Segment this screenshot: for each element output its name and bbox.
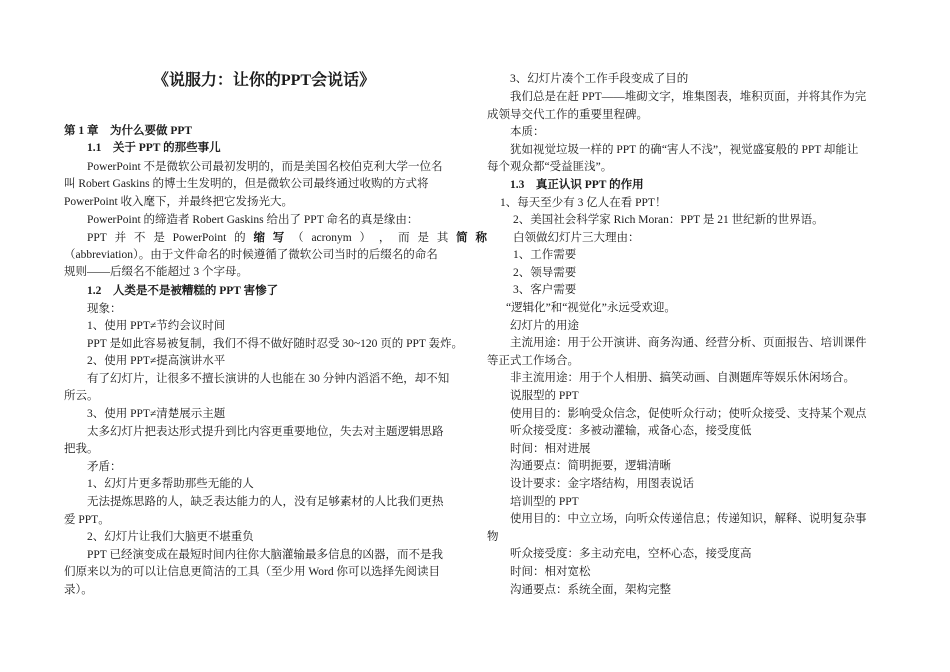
paragraph-line: （abbreviation）。由于文件命名的时候遵循了微软公司当时的后缀名的命名 [64, 249, 438, 261]
paragraph-line: 爱 PPT。 [64, 514, 110, 526]
paragraph-line: PowerPoint 不是微软公司最初发明的，而是美国名校伯克利大学一位名 [87, 161, 443, 173]
paragraph-line: 时间：相对宽松 [510, 566, 591, 578]
document-title: 《说服力：让你的PPT会说话》 [152, 72, 376, 89]
section-heading: 1.3 真正认识 PPT 的作用 [510, 179, 644, 191]
word: ， [378, 232, 391, 244]
word: ） [359, 232, 372, 244]
word: 是 [153, 232, 165, 244]
paragraph-line: 矛盾： [87, 461, 122, 473]
word: （ [292, 232, 304, 244]
paragraph-line: 所云。 [64, 390, 99, 402]
paragraph-line: 叫 Robert Gaskins 的博士生发明的，但是微软公司最终通过收购的方式将 [64, 178, 429, 190]
word: 并 [114, 232, 127, 244]
paragraph-line: 3、幻灯片凑个工作手段变成了目的 [510, 73, 689, 85]
paragraph-line: “逻辑化”和“视觉化”永远受欢迎。 [506, 302, 676, 314]
paragraph-line: 无法提炼思路的人，缺乏表达能力的人，没有足够素材的人比我们更热 [87, 496, 444, 508]
paragraph-line: 犹如视觉垃圾一样的 PPT 的确“害人不浅”，视觉盛宴般的 PPT 却能让 [510, 144, 859, 156]
paragraph-line-justified [64, 230, 487, 247]
word: 是 [417, 232, 429, 244]
paragraph-line: 成领导交代工作的重要里程碑。 [487, 109, 648, 121]
paragraph-line: 规则——后缀名不能超过 3 个字母。 [64, 266, 248, 278]
list-item: 1、工作需要 [513, 249, 577, 261]
paragraph-line: 2、使用 PPT≠提高演讲水平 [87, 355, 226, 367]
paragraph-line: 本质： [510, 126, 545, 138]
word: acronym [311, 232, 352, 244]
paragraph-line: 幻灯片的用途 [510, 320, 579, 332]
word: 而 [398, 232, 410, 244]
paragraph-line: 沟通要点：系统全面，架构完整 [510, 584, 671, 596]
word: 其 [436, 232, 449, 244]
paragraph-line: 说服型的 PPT [510, 390, 579, 402]
paragraph-line: 时间：相对进展 [510, 443, 591, 455]
paragraph-line: PowerPoint 收入麾下，并最终把它发扬光大。 [64, 196, 294, 208]
paragraph-line: 听众接受度：多主动充电，空杯心态，接受度高 [510, 548, 752, 560]
section-heading: 1.1 关于 PPT 的那些事儿 [87, 142, 221, 154]
paragraph-line: 太多幻灯片把表达形式提升到比内容更重要地位，失去对主题逻辑思路 [87, 426, 444, 438]
paragraph-line: 非主流用途：用于个人相册、搞笑动画、自测题库等娱乐休闲场合。 [510, 372, 855, 384]
list-item: 3、客户需要 [513, 284, 577, 296]
word: 称 [475, 232, 487, 244]
paragraph-line: 物 [487, 531, 499, 543]
paragraph-line: 沟通要点：简明扼要，逻辑清晰 [510, 460, 671, 472]
word: 简 [456, 232, 468, 244]
paragraph-line: 主流用途：用于公开演讲、商务沟通、经营分析、页面报告、培训课件 [510, 337, 867, 349]
word: PowerPoint [172, 232, 227, 244]
paragraph-line: 录）。 [64, 584, 93, 596]
paragraph-line: 使用目的：中立立场，向听众传递信息；传递知识，解释、说明复杂事 [510, 513, 867, 525]
word: PPT [87, 232, 107, 244]
paragraph-line: 2、幻灯片让我们大脑更不堪重负 [87, 531, 254, 543]
paragraph-line: 有了幻灯片，让很多不擅长演讲的人也能在 30 分钟内滔滔不绝，却不知 [87, 373, 450, 385]
paragraph-line: PPT 已经演变成在最短时间内往你大脑灌输最多信息的凶器，而不是我 [87, 549, 443, 561]
paragraph-line: PowerPoint 的缔造者 Robert Gaskins 给出了 PPT 命名的真是缘由： [87, 214, 419, 226]
paragraph-line: 们原来以为的可以让信息更简洁的工具（至少用 Word 你可以选择先阅读目 [64, 566, 441, 578]
paragraph-line: 我们总是在赶 PPT——堆砌文字，堆集图表，堆积页面，并将其作为完 [510, 91, 867, 103]
paragraph-line: 现象： [87, 303, 122, 315]
paragraph-line: 白领做幻灯片三大理由： [513, 232, 640, 244]
paragraph-line: PPT 是如此容易被复制，我们不得不做好随时忍受 30~120 页的 PPT 轰炸。 [87, 338, 464, 350]
paragraph-line: 每个观众都“受益匪浅”。 [487, 161, 613, 173]
word: 不 [133, 232, 146, 244]
paragraph-line: 把我。 [64, 443, 99, 455]
paragraph-line: 1、每天至少有 3 亿人在看 PPT！ [500, 197, 667, 209]
paragraph-line: 设计要求：金字塔结构，用图表说话 [510, 478, 694, 490]
paragraph-line: 使用目的：影响受众信念，促使听众行动；使听众接受、支持某个观点 [510, 408, 867, 420]
paragraph-line: 培训型的 PPT [510, 496, 579, 508]
paragraph-line: 听众接受度：多被动灌输，戒备心态，接受度低 [510, 425, 752, 437]
paragraph-line: 3、使用 PPT≠清楚展示主题 [87, 408, 226, 420]
paragraph-line: 1、幻灯片更多帮助那些无能的人 [87, 478, 254, 490]
paragraph-line: 1、使用 PPT≠节约会议时间 [87, 320, 226, 332]
paragraph-line: 2、美国社会科学家 Rich Moran：PPT 是 21 世纪新的世界语。 [513, 214, 824, 226]
chapter-heading: 第 1 章 为什么要做 PPT [64, 125, 193, 137]
word: 写 [272, 232, 285, 244]
word: 的 [234, 232, 246, 244]
paragraph-line: 等正式工作场合。 [487, 355, 579, 367]
list-item: 2、领导需要 [513, 267, 577, 279]
section-heading: 1.2 人类是不是被糟糕的 PPT 害惨了 [87, 285, 279, 297]
word: 缩 [253, 232, 265, 244]
